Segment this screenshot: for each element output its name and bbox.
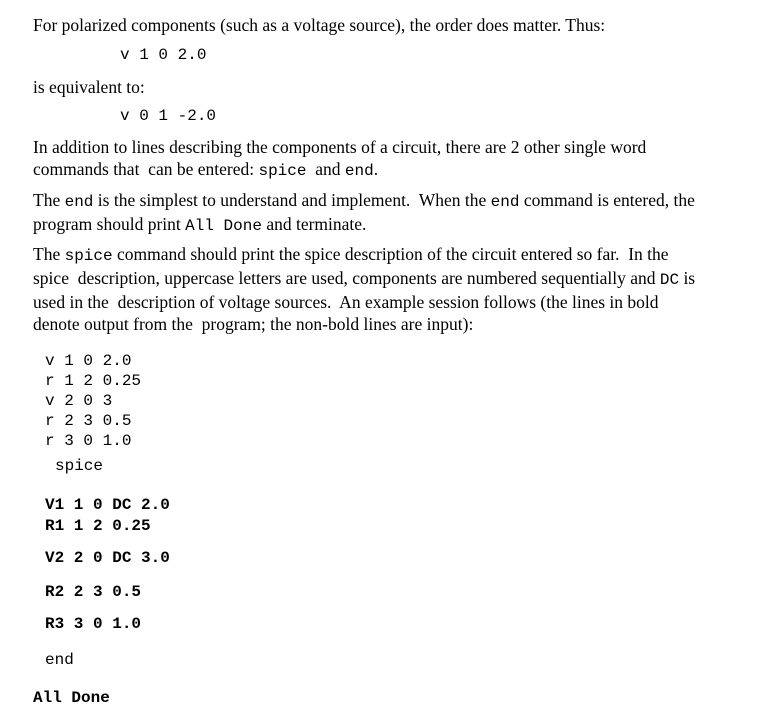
inline-code-end: end	[490, 193, 520, 211]
input-line: v 2 0 3	[45, 392, 113, 410]
input-line: r 2 3 0.5	[45, 412, 132, 430]
code-example-1: v 1 0 2.0	[120, 46, 207, 64]
inline-code-dc: DC	[659, 271, 680, 289]
paragraph-commands	[33, 136, 745, 182]
code-example-2: v 0 1 -2.0	[120, 107, 217, 125]
text: The	[33, 190, 65, 210]
inline-code-end: end	[64, 193, 94, 211]
paragraph-end-command	[33, 189, 745, 237]
paragraph-spice-command	[33, 243, 745, 335]
text-line	[33, 267, 745, 291]
text-line	[33, 243, 745, 267]
paragraph-equivalent: is equivalent to:	[33, 77, 145, 97]
text: denote output from the program; the non-bold lines are input):	[33, 314, 474, 334]
paragraph-polarized: For polarized components (such as a voltage source), the order does matter. Thus:	[33, 15, 606, 35]
text: In addition to lines describing the components of a circuit, there are 2 other single word	[33, 137, 647, 157]
text: command should print the spice description of the circuit entered so far. In the	[112, 244, 669, 264]
text: program should print	[33, 214, 186, 234]
input-line: r 3 0 1.0	[45, 432, 132, 450]
text: spice description, uppercase letters are used, components are numbered sequentially and	[33, 268, 660, 288]
text-line	[33, 291, 745, 313]
text: The	[33, 244, 65, 264]
session-input-block	[45, 351, 141, 451]
input-line: v 1 0 2.0	[45, 352, 132, 370]
text-line	[33, 189, 745, 213]
output-line: V1 1 0 DC 2.0	[45, 496, 170, 514]
inline-code-all-done: All Done	[185, 217, 262, 235]
output-line: R1 1 2 0.25	[45, 517, 151, 535]
text-line	[33, 136, 745, 158]
output-line: V2 2 0 DC 3.0	[45, 549, 170, 567]
inline-code-spice: spice	[258, 162, 307, 180]
text: is	[679, 268, 696, 288]
inline-code-end: end	[344, 162, 374, 180]
session-spice-command: spice	[55, 457, 104, 475]
text: command is entered, the	[519, 190, 695, 210]
text-line	[33, 313, 745, 335]
output-line: R3 3 0 1.0	[45, 615, 142, 633]
session-final-output: All Done	[33, 689, 110, 707]
text: is the simplest to understand and implement. When the	[93, 190, 491, 210]
text: commands that can be entered:	[33, 159, 259, 179]
text-line	[33, 213, 745, 237]
text-line	[33, 158, 745, 182]
inline-code-spice: spice	[64, 247, 113, 265]
text: .	[373, 159, 379, 179]
text: and	[306, 159, 345, 179]
text: used in the description of voltage sources. An example session follows (the lines in bold	[33, 292, 659, 312]
session-end-command: end	[45, 651, 74, 669]
text: and terminate.	[261, 214, 367, 234]
input-line: r 1 2 0.25	[45, 372, 142, 390]
output-line: R2 2 3 0.5	[45, 583, 142, 601]
